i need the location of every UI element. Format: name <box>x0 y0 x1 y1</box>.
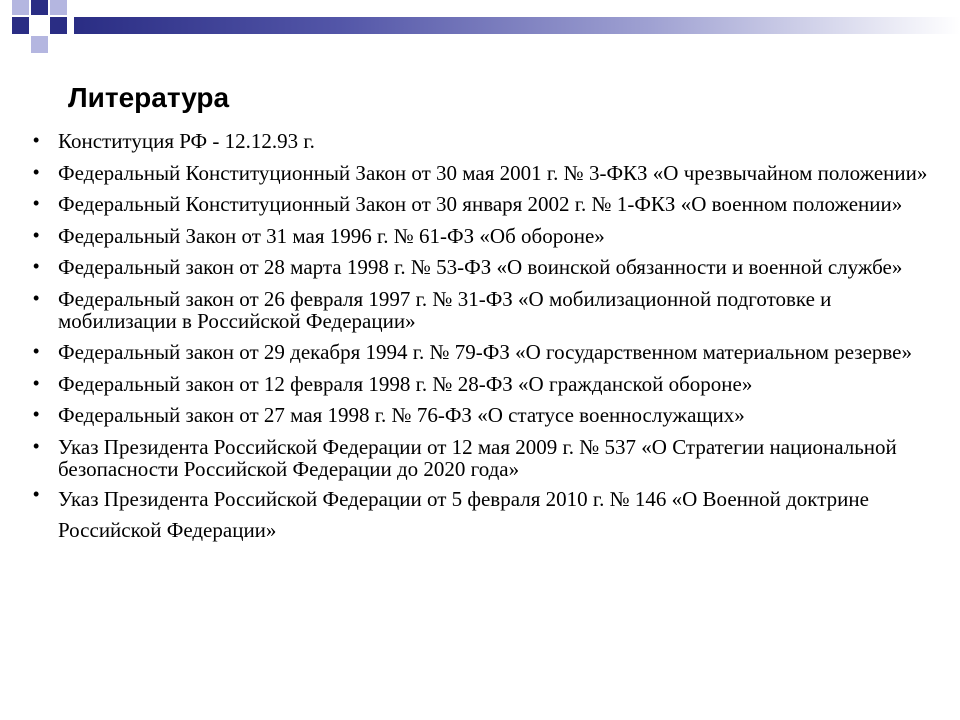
list-item <box>28 130 928 152</box>
list-item <box>28 341 928 363</box>
list-item-text: Федеральный закон от 29 декабря 1994 г. № 79-ФЗ «О государственном материальном резерве» <box>58 340 913 364</box>
list-item <box>28 225 928 247</box>
header-decoration <box>0 0 960 80</box>
deco-square <box>31 0 48 15</box>
list-item-text: Указ Президента Российской Федерации от 12 мая 2009 г. № 537 «О Стратегии национальной безопасности Российской Федерации до 2020 года» <box>58 434 897 481</box>
list-item-text: Федеральный закон от 27 мая 1998 г. № 76-ФЗ «О статусе военнослужащих» <box>58 403 745 427</box>
list-item <box>28 288 928 332</box>
slide-title: Литература <box>68 82 230 113</box>
bullet-icon: • <box>33 435 40 456</box>
list-item <box>28 373 928 395</box>
deco-square <box>50 17 67 34</box>
deco-square <box>50 0 67 15</box>
list-item-text: Федеральный закон от 12 февраля 1998 г. № 28-ФЗ «О гражданской обороне» <box>58 371 753 396</box>
list-item-text: Федеральный Закон от 31 мая 1996 г. № 61-ФЗ «Об обороне» <box>58 223 605 248</box>
literature-list <box>28 130 928 556</box>
bullet-icon: • <box>33 287 40 308</box>
bullet-icon: • <box>33 224 40 245</box>
bullet-icon: • <box>33 341 40 361</box>
list-item <box>28 484 928 546</box>
list-item-text: Указ Президента Российской Федерации от 5 февраля 2010 г. № 146 «О Военной доктрине Российской Федерации» <box>58 487 869 542</box>
list-item-text: Федеральный закон от 26 февраля 1997 г. № 31-ФЗ «О мобилизационной подготовке и мобилизации в Российской Федерации» <box>58 286 832 333</box>
list-item-text: Федеральный закон от 28 марта 1998 г. № 53-ФЗ «О воинской обязанности и военной службе» <box>58 255 903 279</box>
bullet-icon: • <box>33 256 40 276</box>
deco-square <box>12 0 29 15</box>
header-gradient-bar <box>74 17 960 34</box>
bullet-icon: • <box>33 161 40 182</box>
list-item <box>28 436 928 480</box>
bullet-icon: • <box>33 404 40 424</box>
bullet-icon: • <box>33 130 40 150</box>
bullet-icon: • <box>33 193 40 213</box>
deco-square <box>31 36 48 53</box>
list-item-text: Конституция РФ - 12.12.93 г. <box>58 129 315 153</box>
list-item-text: Федеральный Конституционный Закон от 30 мая 2001 г. № 3-ФКЗ «О чрезвычайном положении» <box>58 160 928 185</box>
list-item <box>28 256 928 278</box>
list-item <box>28 404 928 426</box>
bullet-icon: • <box>33 372 40 393</box>
list-item-text: Федеральный Конституционный Закон от 30 января 2002 г. № 1-ФКЗ «О военном положении» <box>58 192 903 216</box>
list-item <box>28 162 928 184</box>
bullet-icon: • <box>33 484 40 504</box>
list-item <box>28 193 928 215</box>
deco-square <box>12 17 29 34</box>
